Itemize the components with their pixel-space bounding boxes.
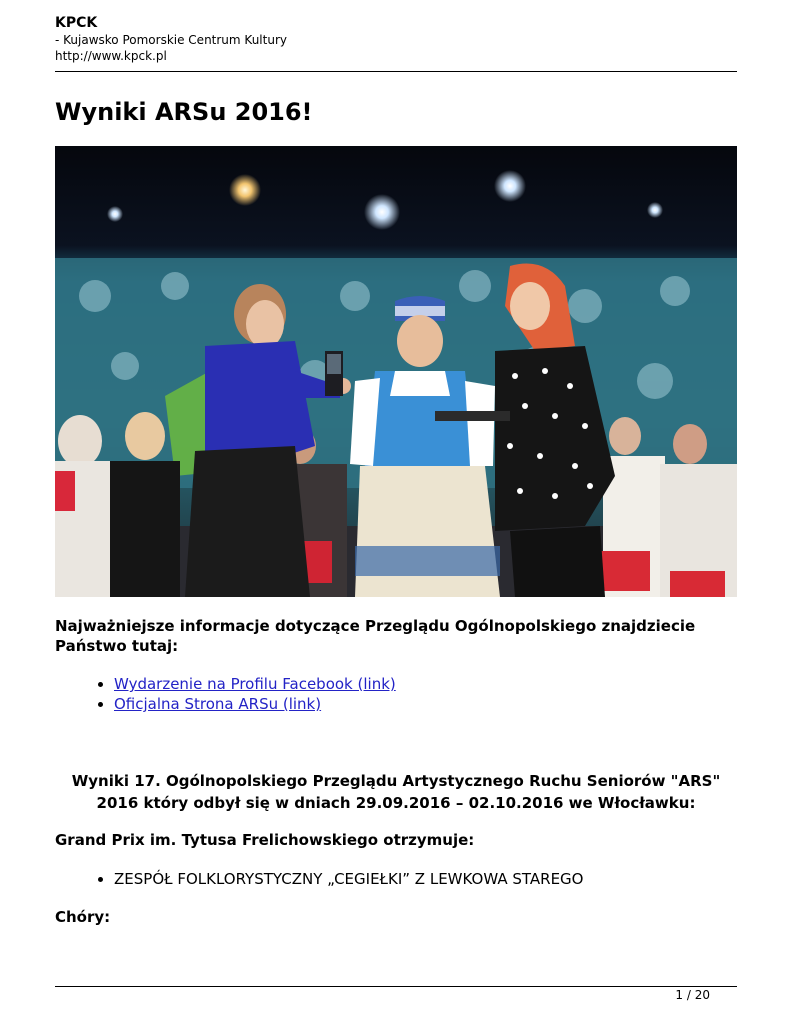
- list-item: [114, 674, 791, 694]
- list-item: • ZESPÓŁ FOLKLORYSTYCZNY „CEGIEŁKI” Z LEWKOWA STAREGO: [114, 869, 791, 889]
- header-divider: [55, 71, 737, 72]
- article-title: Wyniki ARSu 2016!: [55, 98, 313, 126]
- intro-text: Najważniejsze informacje dotyczące Przeglądu Ogólnopolskiego znajdziecie Państwo tutaj:: [55, 617, 696, 655]
- choirs-heading: Chóry:: [55, 908, 111, 926]
- site-url: http://www.kpck.pl: [55, 49, 167, 63]
- page-header: [55, 14, 737, 64]
- award-ceremony-photo: [55, 146, 737, 597]
- grand-prix-list: [55, 869, 791, 889]
- page-number: 1 / 20: [675, 988, 710, 1002]
- list-item: [114, 694, 791, 714]
- grand-prix-heading: Grand Prix im. Tytusa Frelichowskiego otrzymuje:: [55, 831, 475, 849]
- facebook-event-link[interactable]: Wydarzenie na Profilu Facebook (link): [114, 675, 396, 693]
- footer-divider: [55, 986, 737, 987]
- site-subtitle: - Kujawsko Pomorskie Centrum Kultury: [55, 33, 287, 47]
- site-name: KPCK: [55, 15, 98, 31]
- results-heading: Wyniki 17. Ogólnopolskiego Przeglądu Artystycznego Ruchu Seniorów "ARS" 2016 który odbył się w dniach 29.09.2016 – 02.10.2016 we Włocławku:: [71, 772, 721, 812]
- info-links-list: [55, 674, 791, 714]
- ars-official-site-link[interactable]: Oficjalna Strona ARSu (link): [114, 695, 322, 713]
